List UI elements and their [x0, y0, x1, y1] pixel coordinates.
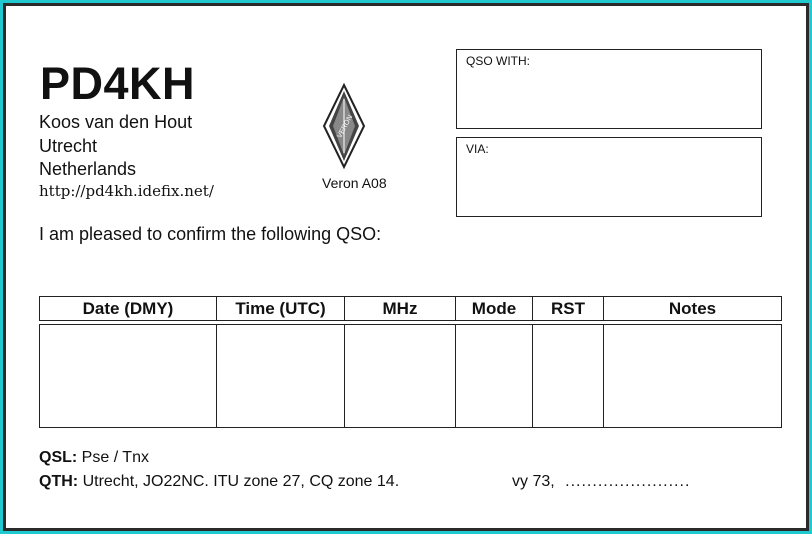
qso-with-box[interactable] [456, 49, 762, 129]
column-time: Time (UTC) [217, 297, 345, 320]
confirm-text: I am pleased to confirm the following QSO: [39, 224, 382, 244]
qso-with-label: QSO WITH: [466, 54, 530, 68]
logo-label: Veron A08 [322, 175, 387, 191]
column-notes: Notes [668, 298, 717, 318]
logo-text: VERON [336, 114, 355, 140]
cell-rst[interactable] [533, 325, 604, 427]
cell-time[interactable] [217, 325, 345, 427]
column-mode: Mode [456, 297, 533, 320]
qsl-value: Pse / Tnx [81, 449, 149, 466]
signature-line: ....................... [565, 473, 691, 490]
qsl-line [39, 449, 149, 467]
cell-mhz[interactable] [345, 325, 456, 427]
column-rst: RST [533, 297, 604, 320]
qso-table-row [39, 324, 782, 428]
qth-value: Utrecht, JO22NC. ITU zone 27, CQ zone 14. [82, 473, 400, 490]
via-box[interactable] [456, 137, 762, 217]
veron-diamond-icon [322, 83, 366, 169]
callsign: PD4KH [40, 58, 196, 109]
qth-label: QTH: [39, 473, 79, 490]
qso-table-header [39, 296, 782, 321]
via-label: VIA: [466, 142, 489, 156]
operator-name: Koos van den Hout [39, 112, 193, 132]
operator-country: Netherlands [39, 159, 137, 179]
cell-date[interactable] [40, 325, 217, 427]
signoff: vy 73, [512, 473, 555, 490]
cell-notes[interactable] [604, 325, 781, 427]
signoff-line [512, 473, 690, 491]
operator-city: Utrecht [39, 136, 98, 156]
column-mhz: MHz [345, 297, 456, 320]
column-date: Date (DMY) [40, 297, 217, 320]
website-url: http://pd4kh.idefix.net/ [39, 182, 214, 200]
cell-mode[interactable] [456, 325, 533, 427]
qth-line [39, 473, 399, 491]
card-face [6, 6, 806, 528]
qsl-label: QSL: [39, 449, 78, 466]
